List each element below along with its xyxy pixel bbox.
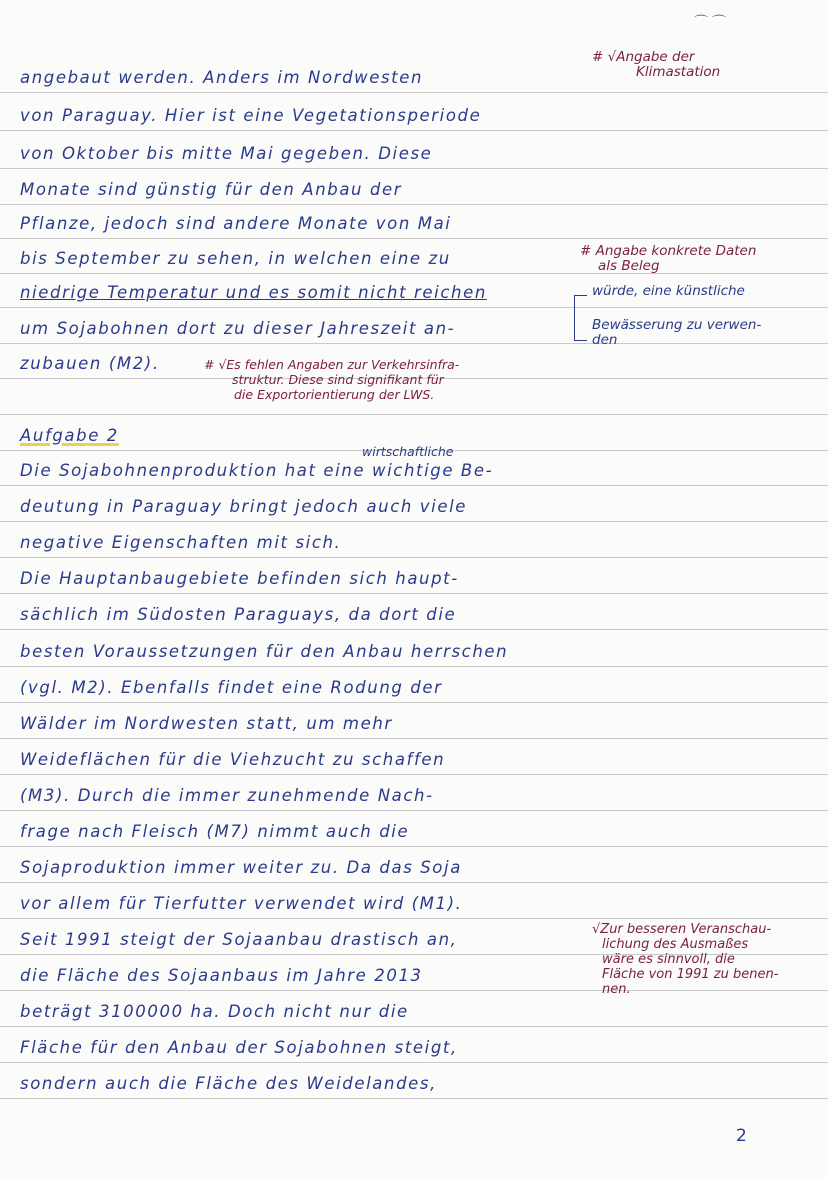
- note-line: # Angabe konkrete Daten: [580, 243, 757, 259]
- text-line: bis September zu sehen, in welchen eine zu: [20, 249, 451, 268]
- text-line: niedrige Temperatur und es somit nicht reichen: [20, 283, 487, 302]
- margin-note-concrete-data: [580, 244, 756, 274]
- ruled-line: [0, 846, 828, 847]
- ruled-line: [0, 810, 828, 811]
- text-line: von Paraguay. Hier ist eine Vegetationsperiode: [20, 106, 482, 125]
- text-line: sondern auch die Fläche des Weidelandes,: [20, 1074, 437, 1093]
- note-line: # √Angabe der: [592, 49, 695, 65]
- text-line: Wälder im Nordwesten statt, um mehr: [20, 714, 393, 733]
- margin-note-scale: [592, 922, 778, 997]
- text-line: sächlich im Südosten Paraguays, da dort die: [20, 605, 457, 624]
- note-line: wäre es sinnvoll, die: [602, 952, 735, 967]
- page-number: 2: [736, 1126, 747, 1146]
- ruled-line: [0, 204, 828, 205]
- text-line: Weideflächen für die Viehzucht zu schaffen: [20, 750, 446, 769]
- section-heading: Aufgabe 2: [20, 426, 119, 445]
- ruled-line: [0, 521, 828, 522]
- ruled-line: [0, 92, 828, 93]
- text-line: Fläche für den Anbau der Sojabohnen steigt,: [20, 1038, 458, 1057]
- text-line: Die Hauptanbaugebiete befinden sich haupt-: [20, 569, 459, 588]
- ruled-line: [0, 1062, 828, 1063]
- ruled-line: [0, 130, 828, 131]
- ruled-line: [0, 307, 828, 308]
- ruled-line: [0, 882, 828, 883]
- text-line: (vgl. M2). Ebenfalls findet eine Rodung der: [20, 678, 443, 697]
- text-line: besten Voraussetzungen für den Anbau herrschen: [20, 642, 509, 661]
- ruled-line: [0, 702, 828, 703]
- inline-insertion: wirtschaftliche: [362, 444, 454, 459]
- ruled-line: [0, 168, 828, 169]
- text-line: beträgt 3100000 ha. Doch nicht nur die: [20, 1002, 409, 1021]
- note-line: nen.: [602, 982, 631, 997]
- ruled-line: [0, 485, 828, 486]
- text-line: Sojaproduktion immer weiter zu. Da das Soja: [20, 858, 462, 877]
- note-line: den: [592, 332, 618, 348]
- text-line: Die Sojabohnenproduktion hat eine wichtige Be-: [20, 461, 494, 480]
- ruled-line: [0, 629, 828, 630]
- note-line: Fläche von 1991 zu benen-: [602, 967, 779, 982]
- text-line: deutung in Paraguay bringt jedoch auch viele: [20, 497, 468, 516]
- note-line: lichung des Ausmaßes: [602, 937, 749, 952]
- note-line: die Exportorientierung der LWS.: [234, 387, 435, 402]
- ruled-line: [0, 557, 828, 558]
- text-line: Pflanze, jedoch sind andere Monate von Mai: [20, 214, 452, 233]
- ruled-line: [0, 738, 828, 739]
- note-line: als Beleg: [598, 258, 660, 274]
- text-line: negative Eigenschaften mit sich.: [20, 533, 342, 552]
- note-line: würde, eine künstliche: [592, 283, 745, 299]
- binding-marks: ⌒⌒: [694, 15, 730, 31]
- text-line: Seit 1991 steigt der Sojaanbau drastisch an,: [20, 930, 458, 949]
- note-line: Klimastation: [636, 64, 721, 80]
- inline-note-infrastructure: [204, 357, 459, 402]
- text-line: angebaut werden. Anders im Nordwesten: [20, 68, 424, 87]
- note-line: √Zur besseren Veranschau-: [592, 922, 772, 937]
- margin-bracket: [574, 295, 587, 341]
- text-line: zubauen (M2).: [20, 354, 160, 373]
- ruled-line: [0, 666, 828, 667]
- ruled-line: [0, 1026, 828, 1027]
- ruled-line: [0, 238, 828, 239]
- margin-note-irrigation: [592, 284, 745, 299]
- text-line: Monate sind günstig für den Anbau der: [20, 180, 403, 199]
- ruled-line: [0, 593, 828, 594]
- text-line: um Sojabohnen dort zu dieser Jahreszeit an-: [20, 319, 456, 338]
- text-line: frage nach Fleisch (M7) nimmt auch die: [20, 822, 410, 841]
- text-line: vor allem für Tierfutter verwendet wird (M1).: [20, 894, 463, 913]
- margin-note-irrigation-cont: [592, 318, 761, 348]
- text-line: von Oktober bis mitte Mai gegeben. Diese: [20, 144, 433, 163]
- text-line: (M3). Durch die immer zunehmende Nach-: [20, 786, 434, 805]
- ruled-line: [0, 918, 828, 919]
- text-line: die Fläche des Sojaanbaus im Jahre 2013: [20, 966, 423, 985]
- ruled-line: [0, 1098, 828, 1099]
- ruled-line: [0, 774, 828, 775]
- note-line: Bewässerung zu verwen-: [592, 317, 762, 333]
- note-line: # √Es fehlen Angaben zur Verkehrsinfra-: [204, 357, 460, 372]
- ruled-line: [0, 414, 828, 415]
- margin-note-climate-station: [592, 50, 720, 80]
- note-line: struktur. Diese sind signifikant für: [232, 372, 444, 387]
